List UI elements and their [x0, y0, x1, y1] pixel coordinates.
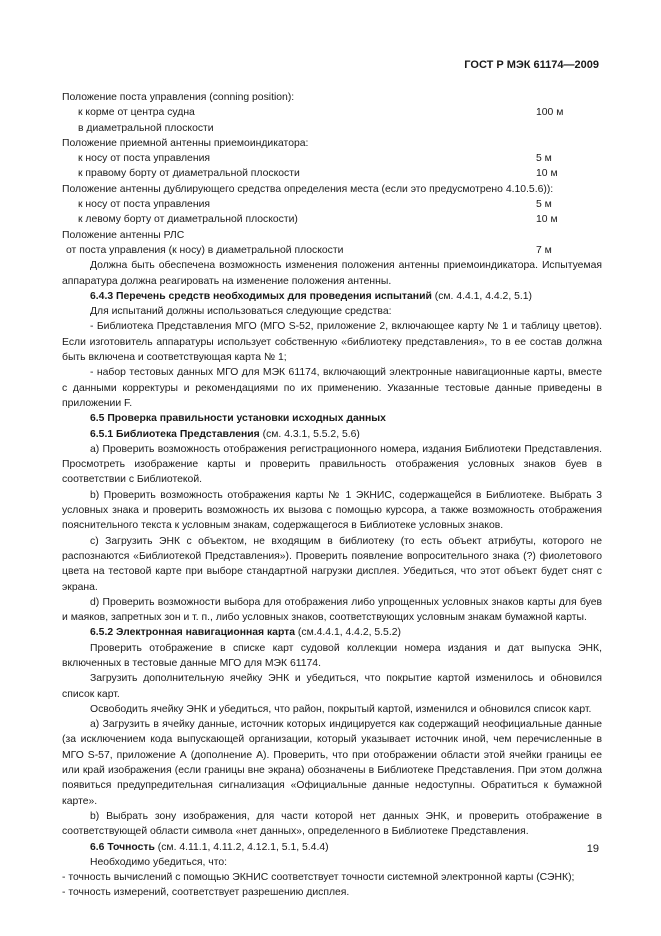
value-row	[62, 212, 602, 227]
text-line: к корме от центра судна	[78, 107, 195, 119]
document-header: ГОСТ Р МЭК 61174—2009	[464, 59, 599, 71]
section-title: 6.5.2 Электронная навигационная карта	[90, 627, 296, 639]
value-row	[62, 105, 602, 120]
paragraph: Должна быть обеспечена возможность изменения положения антенны приемоиндикатора. Испытуемая аппаратура должна реагировать на изменение положения антенны.	[62, 260, 602, 287]
value: 10 м	[536, 214, 558, 226]
section-heading	[62, 840, 602, 855]
value-row	[62, 166, 602, 181]
paragraph: Проверить отображение в списке карт судовой коллекции номера издания и дат выпуска ЭНК, включенных в тестовые данные МГО для МЭК 61174.	[62, 642, 602, 669]
document-body	[62, 90, 602, 901]
value-row	[62, 151, 602, 166]
paragraph: b) Выбрать зону изображения, для части которой нет данных ЭНК, и проверить отображение в соответствующей области символа «нет данных», определенного в Библиотеке Представления.	[62, 810, 602, 838]
text-line: к левому борту от диаметральной плоскости)	[78, 214, 298, 226]
text-line: от поста управления (к носу) в диаметральной плоскости	[66, 244, 344, 256]
text-line: Положение антенны дублирующего средства определения места (если это предусмотрено 4.10.5.6)):	[62, 183, 554, 195]
section-refs: (см. 4.3.1, 5.5.2, 5.6)	[259, 428, 360, 440]
section-refs: (см. 4.11.1, 4.11.2, 4.12.1, 5.1, 5.4.4)	[154, 841, 329, 853]
section-title: 6.4.3 Перечень средств необходимых для проведения испытаний	[90, 290, 432, 302]
text-line: к правому борту от диаметральной плоскости	[78, 168, 300, 180]
section-title: 6.5.1 Библиотека Представления	[90, 428, 260, 440]
text-line: Положение поста управления (conning position):	[62, 92, 295, 103]
value: 5 м	[536, 153, 552, 165]
text-line: Положение антенны РЛС	[62, 229, 185, 241]
section-heading	[62, 289, 602, 304]
section-refs: (см.4.4.1, 4.4.2, 5.5.2)	[295, 627, 401, 639]
value: 10 м	[536, 168, 558, 180]
paragraph: Необходимо убедиться, что:	[90, 856, 228, 868]
value: 7 м	[536, 244, 552, 256]
text-line: в диаметральной плоскости	[78, 122, 214, 134]
text-line: к носу от поста управления	[78, 153, 211, 165]
paragraph: c) Загрузить ЭНК с объектом, не входящим в библиотеку (то есть объект атрибуты, которого не распознаются «Библиотекой Представления»). Проверить появление вопросительного знака (?) фиолетового цвета на тестовой карте при выборе стандартной нагрузки дисплея. Убедиться, что этот объект будет снят с экрана.	[62, 535, 602, 593]
paragraph: Освободить ячейку ЭНК и убедиться, что район, покрытый картой, изменился и обновился список карт.	[90, 703, 592, 715]
paragraph: - набор тестовых данных МГО для МЭК 61174, включающий электронные навигационные карты, вместе с данными корректуры и рекомендациями по их применению. Указанные тестовые данные приведены в приложении F.	[62, 367, 602, 409]
section-title: 6.6 Точность	[90, 841, 155, 853]
value: 100 м	[536, 107, 564, 119]
value-row	[62, 197, 602, 212]
value-row	[62, 243, 602, 258]
text-line: к носу от поста управления	[78, 199, 211, 211]
paragraph: d) Проверить возможности выбора для отображения либо упрощенных условных знаков карты для буев и маяков, запретных зон и т. п., либо условных знаков, соответствующих условным знакам бумажной карты.	[62, 596, 602, 624]
value: 5 м	[536, 199, 552, 211]
text-line: Положение приемной антенны приемоиндикатора:	[62, 137, 309, 149]
paragraph: a) Загрузить в ячейку данные, источник которых индицируется как содержащий неофициальные данные (за исключением кода выпускающей организации, который указывает источник иной, чем перечисленные в МГО S-57, приложение А (дополнение А). Проверить, что при отображении области этой ячейки границы ее или край изображения (если границы вне экрана) обозначены в Библиотеке Представления. При этом должна появиться предупредительная сигнализация «Официальные данные недоступны. Обратиться к бумажной карте».	[62, 719, 602, 807]
paragraph: b) Проверить возможность отображения карты № 1 ЭКНИС, содержащейся в Библиотеке. Выбрать 3 условных знака и проверить возможность их вызова с помощью курсора, а также возможность отображения пояснительного текста к условным знакам, содержащегося в Библиотеке условных знаков.	[62, 489, 602, 532]
page-number: 19	[586, 843, 599, 855]
paragraph: - Библиотека Представления МГО (МГО S-52, приложение 2, включающее карту № 1 и таблицу цветов). Если изготовитель аппаратуры использует собственную «библиотеку представления», то в ее состав должна быть включена и соответствующая карта № 1;	[62, 321, 602, 364]
section-heading	[62, 411, 602, 426]
section-heading	[62, 625, 602, 640]
paragraph: Загрузить дополнительную ячейку ЭНК и убедиться, что покрытие картой изменилось и обновился список карт.	[62, 673, 602, 700]
list-item: - точность измерений, соответствует разрешению дисплея.	[62, 887, 350, 899]
section-title: 6.5 Проверка правильности установки исходных данных	[90, 413, 386, 425]
list-item: - точность вычислений с помощью ЭКНИС соответствует точности системной электронной карты (СЭНК);	[62, 872, 575, 884]
section-refs: (см. 4.4.1, 4.4.2, 5.1)	[431, 290, 532, 302]
section-heading	[62, 427, 602, 442]
paragraph: a) Проверить возможность отображения регистрационного номера, издания Библиотеки Представления. Просмотреть изображение карты и проверить правильность отображения условных знаков буев в соответствии с Библиотекой.	[62, 443, 602, 486]
paragraph: Для испытаний должны использоваться следующие средства:	[90, 306, 392, 318]
